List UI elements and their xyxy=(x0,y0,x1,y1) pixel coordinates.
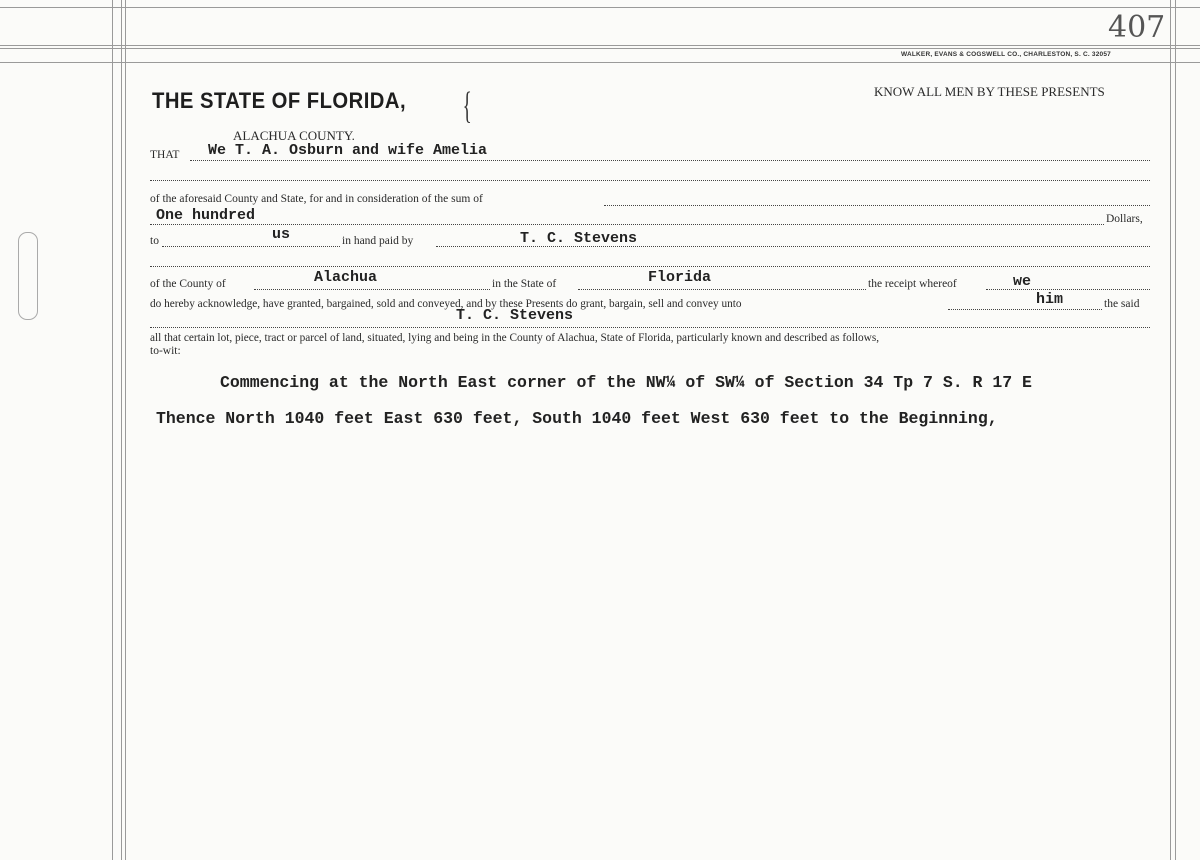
dollars-label: Dollars, xyxy=(1106,213,1143,225)
state-heading: THE STATE OF FLORIDA, xyxy=(152,88,407,113)
to-wit-label: to-wit: xyxy=(150,345,181,357)
to-value: us xyxy=(272,226,291,243)
to-line xyxy=(162,246,340,247)
grantors-value: We T. A. Osburn and wife Amelia xyxy=(208,142,488,159)
ledger-rule-top-4 xyxy=(0,62,1200,63)
acknowledge-label: do hereby acknowledge, have granted, bargained, sold and conveyed, and by these Presents do grant, bargain, sell and convey unto xyxy=(150,298,742,310)
that-label: THAT xyxy=(150,149,180,161)
the-said-value: T. C. Stevens xyxy=(456,307,574,324)
grantee-line xyxy=(948,309,1102,310)
consideration-label: of the aforesaid County and State, for and in consideration of the sum of xyxy=(150,193,483,205)
ledger-rule-right-1 xyxy=(1170,0,1171,860)
the-said-line xyxy=(150,327,1150,328)
ledger-rule-top-1 xyxy=(0,7,1200,8)
state-line xyxy=(578,289,866,290)
printer-imprint: WALKER, EVANS & COGSWELL CO., CHARLESTON, S. C. 32057 xyxy=(901,51,1111,58)
blank-line-1 xyxy=(150,180,1150,181)
sum-line xyxy=(150,224,1104,225)
receipt-value: we xyxy=(1013,273,1032,290)
ledger-rule-left-3 xyxy=(125,0,126,860)
know-all-men-heading: KNOW ALL MEN BY THESE PRESENTS xyxy=(874,84,1105,99)
brace: { xyxy=(462,85,472,127)
county-of-label: of the County of xyxy=(150,278,226,290)
consideration-line xyxy=(604,205,1150,206)
state-value: Florida xyxy=(648,269,712,286)
description-line-1: Commencing at the North East corner of the NW¼ of SW¼ of Section 34 Tp 7 S. R 17 E xyxy=(220,373,1032,392)
paid-by-value: T. C. Stevens xyxy=(520,230,638,247)
state-of-label: in the State of xyxy=(492,278,557,290)
ledger-rule-top-3 xyxy=(0,48,1200,49)
county-heading: ALACHUA COUNTY. xyxy=(233,128,355,143)
ledger-rule-left-2 xyxy=(121,0,122,860)
the-said-label: the said xyxy=(1104,298,1140,310)
paid-by-label: in hand paid by xyxy=(342,235,414,247)
grantee-value: him xyxy=(1036,291,1064,308)
ledger-rule-top-2 xyxy=(0,45,1200,46)
binder-slot xyxy=(18,232,38,320)
to-label: to xyxy=(150,235,159,247)
description-line-2: Thence North 1040 feet East 630 feet, South 1040 feet West 630 feet to the Beginning, xyxy=(156,409,998,428)
page-number: 407 xyxy=(1108,10,1166,45)
blank-line-2 xyxy=(150,266,1150,267)
receipt-whereof-label: the receipt whereof xyxy=(868,278,957,290)
receipt-line xyxy=(986,289,1150,290)
grantors-line xyxy=(190,160,1150,161)
ledger-rule-left-1 xyxy=(112,0,113,860)
sum-value: One hundred xyxy=(156,207,256,224)
all-that-certain-label: all that certain lot, piece, tract or parcel of land, situated, lying and being in the County of Alachua, State of Florida, particularly known and described as follows, xyxy=(150,332,880,344)
county-value: Alachua xyxy=(314,269,378,286)
county-line xyxy=(254,289,490,290)
ledger-rule-right-2 xyxy=(1175,0,1176,860)
